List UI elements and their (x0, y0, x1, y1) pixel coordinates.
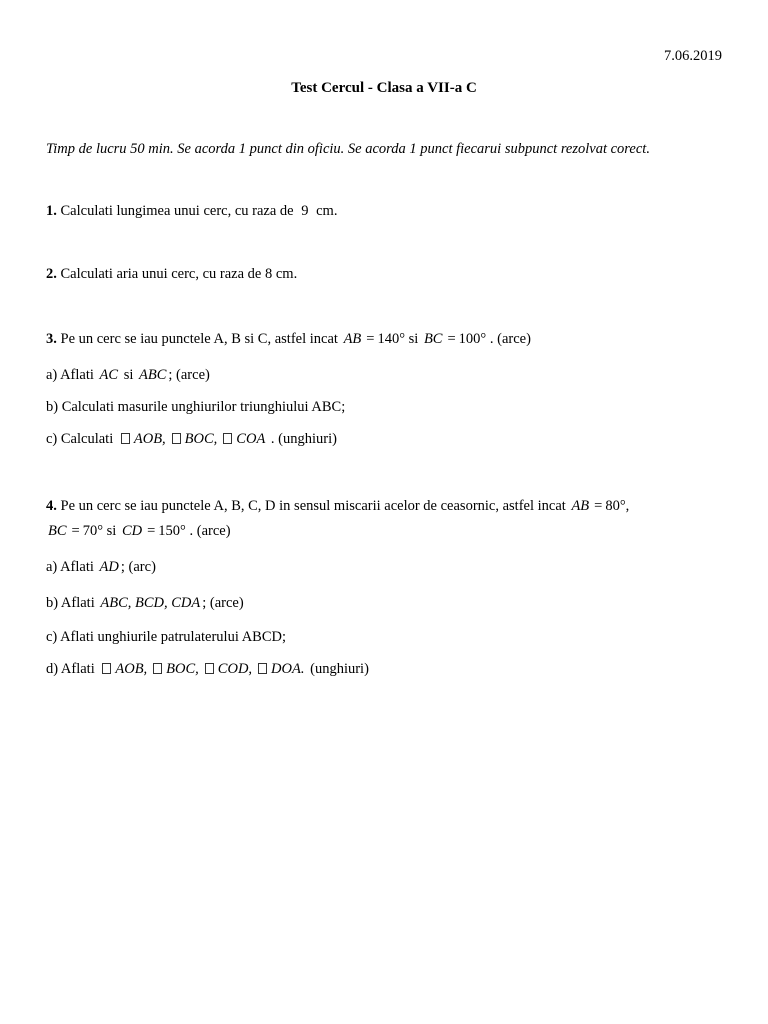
question-4-cont: BC = 70° si CD = 150° . (arce) (48, 523, 231, 539)
angle-icon (102, 663, 111, 674)
question-2 (46, 265, 297, 283)
item-tail: . (unghiuri) (270, 431, 337, 447)
punctuation: , (625, 498, 630, 514)
item-prefix: d) Aflati (46, 661, 95, 677)
angle-icon (205, 663, 214, 674)
angle-icon (153, 663, 162, 674)
angle-icon (121, 433, 130, 444)
question-1 (46, 202, 337, 220)
unit: cm. (316, 203, 338, 219)
question-4b (46, 594, 244, 612)
question-number: 4. (46, 498, 57, 514)
date: 7.06.2019 (664, 48, 722, 64)
arc-ab: AB (571, 498, 590, 514)
angle-icon (258, 663, 267, 674)
arc-ad: AD (99, 559, 119, 575)
arc-bc-value: 100° (458, 331, 487, 347)
conjunction: si (408, 331, 419, 347)
item-tail: ; (arce) (202, 595, 244, 611)
arc-cd-value: 150° (158, 523, 186, 539)
item-prefix: a) Aflati (46, 559, 94, 575)
angle-doa: DOA. (271, 661, 305, 677)
arc-bc: BC (48, 523, 67, 539)
question-number: 3. (46, 331, 57, 347)
question-4c: c) Aflati unghiurile patrulaterului ABCD; (46, 629, 287, 645)
question-number: 2. (46, 266, 57, 282)
question-text: Calculati aria unui cerc, cu raza de 8 cm. (60, 266, 298, 282)
item-tail: (unghiuri) (310, 661, 369, 677)
angle-icon (223, 433, 232, 444)
conjunction: si (106, 523, 117, 539)
item-prefix: b) Aflati (46, 595, 95, 611)
item-prefix: a) Aflati (46, 367, 94, 383)
arc-cd: CD (121, 523, 143, 539)
arc-ab-value: 80° (605, 498, 626, 514)
question-tail: . (arce) (489, 331, 531, 347)
arc-ab-value: 140° (377, 331, 406, 347)
angle-boc: BOC, (166, 661, 199, 677)
arc-ac: AC (99, 367, 119, 383)
angle-cod: COD, (217, 661, 253, 677)
arc-abc: ABC (139, 367, 167, 383)
item-prefix: c) Calculati (46, 431, 114, 447)
arc-bc-value: 70° (82, 523, 104, 539)
arc-bc: BC (423, 331, 443, 347)
radius-value: 9 (301, 203, 309, 219)
question-text: Pe un cerc se iau punctele A, B si C, astfel incat (60, 331, 338, 347)
angle-icon (172, 433, 181, 444)
item-tail: ; (arce) (168, 367, 210, 383)
angle-aob: AOB, (133, 431, 166, 447)
angle-coa: COA (236, 431, 266, 447)
arc-ab: AB (343, 331, 362, 347)
instructions: Timp de lucru 50 min. Se acorda 1 punct din oficiu. Se acorda 1 punct fiecarui subpunct rezolvat corect. (46, 141, 650, 157)
question-4a (46, 558, 156, 576)
question-3c (46, 430, 337, 448)
page-title: Test Cercul - Clasa a VII-a C (291, 80, 477, 96)
question-text: Pe un cerc se iau punctele A, B, C, D in sensul miscarii acelor de ceasornic, astfel incat (60, 498, 566, 514)
question-3: 3. Pe un cerc se iau punctele A, B si C, astfel incat AB = 140° si BC = 100° . (arce) (46, 331, 531, 347)
question-3a (46, 366, 210, 384)
question-3b: b) Calculati masurile unghiurilor triunghiului ABC; (46, 399, 346, 415)
question-text: Calculati lungimea unui cerc, cu raza de (60, 203, 294, 219)
question-tail: . (arce) (189, 523, 231, 539)
item-tail: ; (arc) (120, 559, 156, 575)
question-4: 4. Pe un cerc se iau punctele A, B, C, D in sensul miscarii acelor de ceasornic, astfel incat AB = 80°, (46, 498, 630, 514)
angle-boc: BOC, (184, 431, 218, 447)
question-number: 1. (46, 203, 57, 219)
angle-aob: AOB, (115, 661, 148, 677)
question-4d (46, 660, 369, 678)
conjunction: si (123, 367, 134, 383)
arcs-list: ABC, BCD, CDA (100, 595, 201, 611)
